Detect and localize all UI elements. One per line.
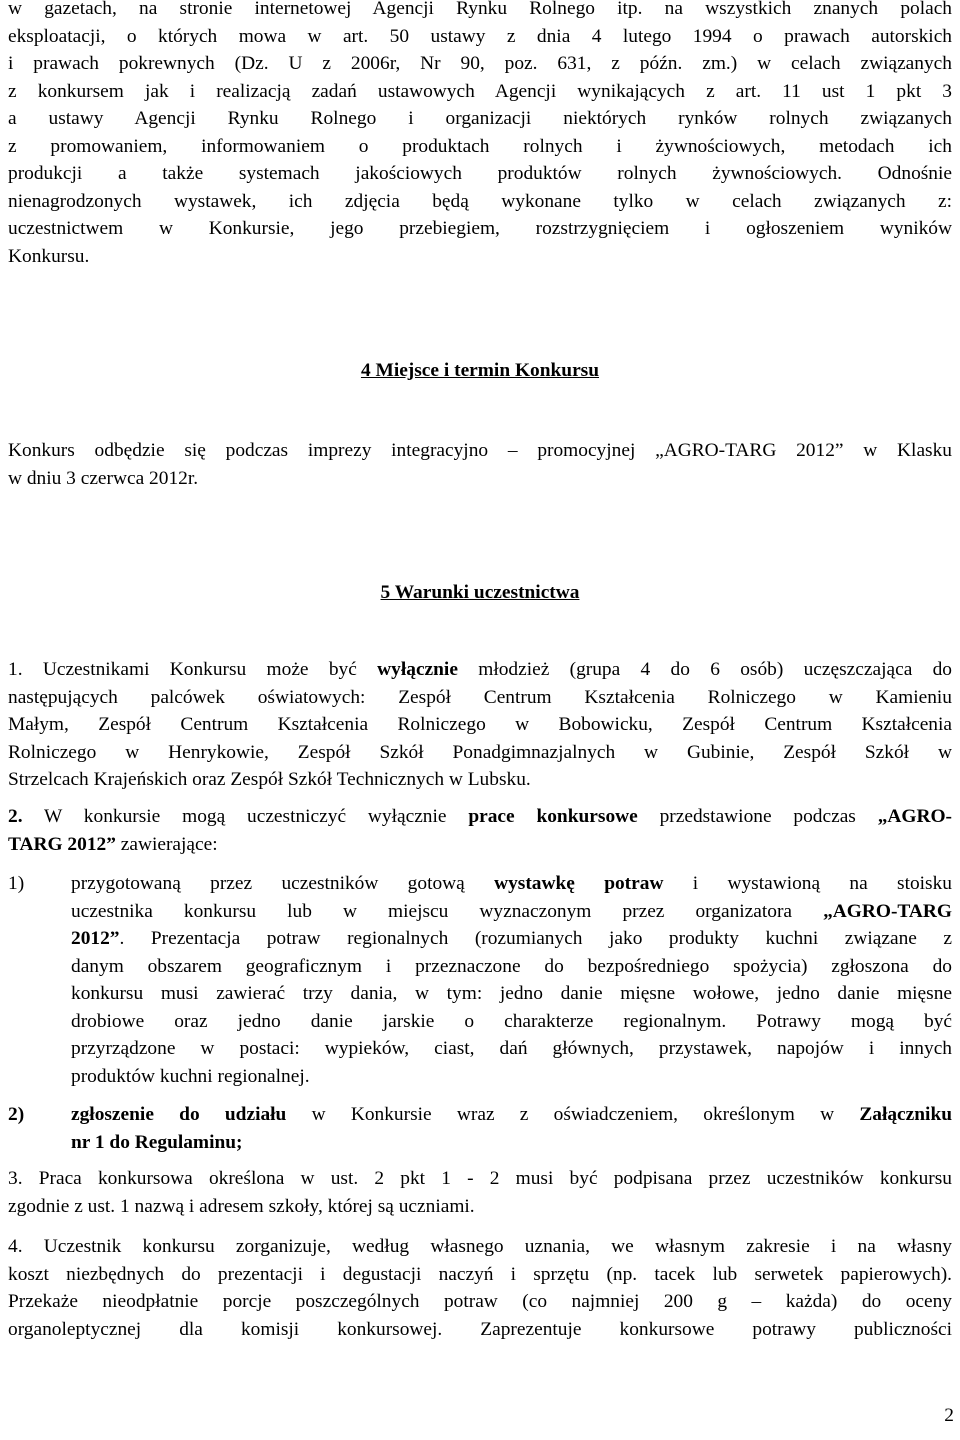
text-line: drobiowe oraz jedno danie jarskie o charakterze regionalnym. Potrawy mogą być: [71, 1010, 952, 1032]
text-line: w dniu 3 czerwca 2012r.: [8, 467, 199, 489]
text-run: zawierające:: [115, 833, 218, 855]
page-number: 2: [944, 1405, 954, 1426]
bold-text: nr 1 do Regulaminu;: [71, 1131, 243, 1153]
text-line: Małym, Zespół Centrum Kształcenia Rolniczego w Bobowicku, Zespół Centrum Kształcenia: [8, 714, 952, 735]
section-heading: [8, 357, 952, 385]
text-line: 4. Uczestnik konkursu zorganizuje, według własnego uznania, we własnym zakresie i na własny: [8, 1236, 952, 1257]
list-item: [8, 1101, 952, 1156]
section-5-heading: 5 Warunki uczestnictwa: [380, 582, 580, 603]
bold-text: „AGRO-TARG: [823, 900, 952, 922]
bold-text: Załączniku: [859, 1104, 953, 1125]
text-run: 1. Uczestnikami Konkursu może być: [8, 659, 378, 680]
text-line: organoleptycznej dla komisji konkursowej. Zaprezentuje konkursowe potrawy publiczności: [8, 1318, 952, 1340]
text-line: [71, 898, 952, 926]
text-line: konkursu musi zawierać trzy dania, w tym: jedno danie mięsne wołowe, jedno danie mięsne: [71, 983, 952, 1004]
list-number: 1): [8, 873, 25, 894]
text-line: a ustawy Agencji Rynku Rolnego i organizacji niektórych rynków rolnych związanych: [8, 108, 952, 129]
text-line: eksploatacji, o których mowa w art. 50 ustawy z dnia 4 lutego 1994 o prawach autorskich: [8, 25, 952, 47]
intro-paragraph: [8, 0, 952, 270]
text-line: w gazetach, na stronie internetowej Agencji Rynku Rolnego itp. na wszystkich znanych polach: [8, 0, 952, 19]
text-line: [71, 870, 952, 898]
text-line: uczestnictwem w Konkursie, jego przebiegiem, rozstrzygnięciem i ogłoszeniem wyników: [8, 218, 952, 239]
list-number: 2): [8, 1104, 25, 1125]
section-5-paragraph-1: [8, 656, 952, 794]
text-line: Przekaże nieodpłatnie porcje poszczególnych potraw (co najmniej 200 g – każda) do oceny: [8, 1291, 952, 1312]
text-line: przyrządzone w postaci: wypieków, ciast, dań głównych, przystawek, napojów i innych: [71, 1038, 952, 1059]
bold-text: wystawkę potraw: [494, 873, 664, 894]
text-run: . Prezentacja potraw regionalnych (rozumianych jako produkty kuchni związane z: [119, 928, 952, 949]
bold-text: zgłoszenie do udziału: [71, 1104, 287, 1125]
text-line: produkcji a także systemach jakościowych produktów rolnych żywnościowych. Odnośnie: [8, 163, 952, 184]
text-line: koszt niezbędnych do prezentacji i degustacji naczyń i sprzętu (np. tacek lub serwetek papierowych).: [8, 1263, 952, 1285]
text-line: [71, 1129, 952, 1157]
text-run: i wystawioną na stoisku: [663, 873, 952, 894]
text-run: przygotowaną przez uczestników gotową: [71, 873, 495, 894]
list-item: [8, 870, 952, 1090]
text-run: W konkursie mogą uczestniczyć wyłącznie: [22, 806, 469, 827]
text-line: [71, 925, 952, 953]
bold-text: TARG 2012”: [8, 833, 116, 855]
text-line: 3. Praca konkursowa określona w ust. 2 pkt 1 - 2 musi być podpisana przez uczestników konkursu: [8, 1168, 952, 1189]
section-4-body: [8, 437, 952, 492]
text-line: Rolniczego w Henrykowie, Zespół Szkół Ponadgimnazjalnych w Gubinie, Zespół Szkół w: [8, 741, 952, 763]
section-5-paragraph-3: [8, 1165, 952, 1220]
text-line: i prawach pokrewnych (Dz. U z 2006r, Nr 90, poz. 631, z późn. zm.) w celach związanych: [8, 53, 952, 74]
text-line: [8, 656, 952, 684]
text-line: danym obszarem geograficznym i przeznaczone do bezpośredniego spożycia) zgłoszona do: [71, 955, 952, 977]
text-line: z promowaniem, informowaniem o produktach rolnych i żywnościowych, metodach ich: [8, 135, 952, 157]
text-line: [8, 831, 952, 859]
text-line: nienagrodzonych wystawek, ich zdjęcia będą wykonane tylko w celach związanych z:: [8, 190, 952, 212]
text-line: [71, 1101, 952, 1129]
bold-text: prace konkursowe: [468, 806, 638, 827]
bold-text: „AGRO-: [877, 806, 953, 827]
bold-text: 2012”: [71, 928, 120, 949]
section-5-paragraph-2: [8, 803, 952, 858]
text-line: zgodnie z ust. 1 nazwą i adresem szkoły, której są uczniami.: [8, 1195, 475, 1217]
section-5-paragraph-4: [8, 1233, 952, 1343]
bold-text: wyłącznie: [377, 659, 458, 680]
text-line: następujących palcówek oświatowych: Zespół Centrum Kształcenia Rolniczego w Kamieniu: [8, 686, 952, 708]
section-4-heading: 4 Miejsce i termin Konkursu: [360, 360, 600, 381]
text-line: Strzelcach Krajeńskich oraz Zespół Szkół Technicznych w Lubsku.: [8, 769, 531, 790]
text-line: Konkursu.: [8, 245, 90, 267]
text-run: uczestnika konkursu lub w miejscu wyznaczonym przez organizatora: [71, 900, 824, 922]
text-run: młodzież (grupa 4 do 6 osób) uczęszczająca do: [457, 659, 952, 680]
text-line: Konkurs odbędzie się podczas imprezy integracyjno – promocyjnej „AGRO-TARG 2012” w Klasku: [8, 440, 952, 461]
section-heading: [8, 579, 952, 607]
text-line: produktów kuchni regionalnej.: [71, 1065, 310, 1087]
paragraph-number: 2.: [8, 806, 23, 827]
text-line: z konkursem jak i realizacją zadań ustawowych Agencji wynikających z art. 11 ust 1 pkt 3: [8, 80, 952, 102]
text-run: przedstawione podczas: [637, 806, 878, 827]
text-run: w Konkursie wraz z oświadczeniem, określonym w: [286, 1104, 860, 1125]
text-line: [8, 803, 952, 831]
